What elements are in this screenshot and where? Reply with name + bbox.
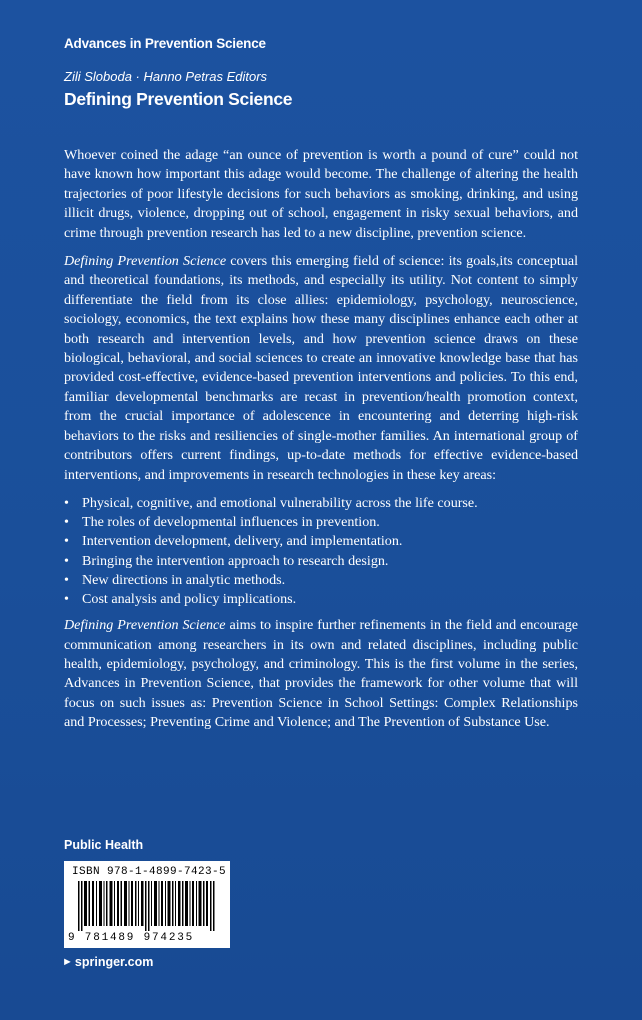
barcode bbox=[64, 861, 230, 948]
book-title-inline: Defining Prevention Science bbox=[64, 253, 227, 270]
publisher-url: springer.com bbox=[74, 955, 154, 969]
series-title: Advances in Prevention Science bbox=[64, 36, 266, 51]
list-item: • Intervention development, delivery, and implementation. bbox=[64, 532, 578, 551]
barcode-bars bbox=[78, 881, 218, 931]
blurb bbox=[64, 146, 578, 742]
blurb-paragraph-1: Whoever coined the adage “an ounce of prevention is worth a pound of cure” could not have known how important this adage would become. The challenge of altering the health trajectories of poor lifestyle decisions for such behaviors as smoking, drinking, and using illicit drugs, violence, dropping out of school, engagement in risky sexual behaviors, and crime through prevention research has led to a new discipline, prevention science. bbox=[64, 147, 578, 241]
bullet-icon: • bbox=[64, 590, 69, 607]
subject-category: Public Health bbox=[64, 838, 144, 852]
barcode-digits: 9 781489 974235 bbox=[68, 932, 195, 944]
arrow-right-icon: ► bbox=[62, 956, 73, 968]
book-title-inline: Defining Prevention Science bbox=[64, 617, 226, 634]
bullet-icon: • bbox=[64, 494, 69, 511]
publisher-link[interactable] bbox=[62, 955, 153, 969]
isbn-label: ISBN 978-1-4899-7423-5 bbox=[72, 866, 227, 878]
list-item: • Physical, cognitive, and emotional vulnerability across the life course. bbox=[64, 494, 578, 513]
bullet-icon: • bbox=[64, 571, 69, 588]
editors-label: Editors bbox=[222, 69, 268, 84]
list-item: • New directions in analytic methods. bbox=[64, 571, 578, 590]
bullet-icon: • bbox=[64, 533, 69, 550]
bullet-icon: • bbox=[64, 514, 69, 531]
paragraph-3-text: aims to inspire further refinements in the field and encourage communication among researchers in its own and related disciplines, including public health, epidemiology, psychology, and criminology. This is the first volume in the series, Advances in Prevention Science, that provides the framework for other volume that will focus on such issues as: Prevention Science in School Settings: Complex Relationships and Processes; Preventing Crime and Violence; and The Prevention of Substance Use. bbox=[64, 617, 578, 731]
list-item: • The roles of developmental influences in prevention. bbox=[64, 513, 578, 532]
editor-names: Zili Sloboda · Hanno Petras bbox=[64, 69, 223, 84]
blurb-paragraph-3 bbox=[64, 616, 578, 732]
bullet-icon: • bbox=[64, 552, 69, 569]
list-item: • Cost analysis and policy implications. bbox=[64, 590, 578, 609]
key-areas-list bbox=[64, 494, 578, 609]
paragraph-2-text: covers this emerging field of science: its goals,its conceptual and theoretical foundations, its methods, and especially its utility. Not content to simply differentiate the field from its close allies: epidemiology, psychology, neuroscience, sociology, economics, the text explains how these many disciplines enhance each other at both research and intervention levels, and how prevention science draws on these biological, behavioral, and social sciences to create an innovative knowledge base that has provided cost-effective, evidence-based prevention interventions and policies. To this end, familiar developmental benchmarks are recast in prevention/health promotion context, from the crucial importance of adolescence in encountering and deterring high-risk behaviors to the risks and resiliencies of single-mother families. An international group of contributors offers current findings, up-to-date methods for effective evidence-based interventions, and improvements in research technologies in these key areas: bbox=[64, 253, 578, 483]
book-title: Defining Prevention Science bbox=[64, 89, 293, 109]
editors-line bbox=[64, 69, 267, 84]
list-item: • Bringing the intervention approach to research design. bbox=[64, 552, 578, 571]
blurb-paragraph-2 bbox=[64, 252, 578, 485]
